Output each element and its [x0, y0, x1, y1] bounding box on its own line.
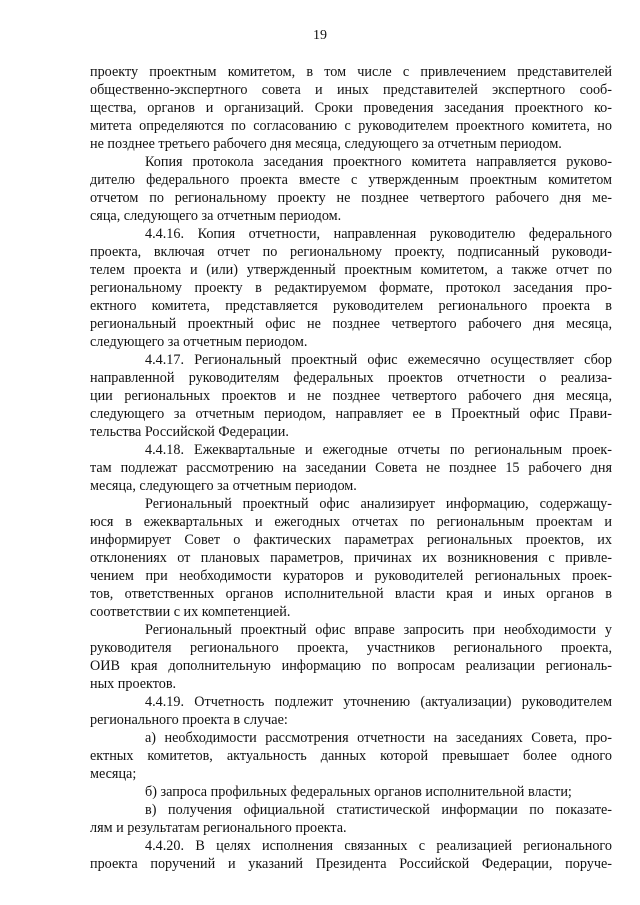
text-line: а) необходимости рассмотрения отчетности на заседаниях Совета, про-: [145, 730, 612, 746]
text-line: 4.4.18. Ежеквартальные и ежегодные отчеты по региональным проек-: [145, 442, 612, 458]
text-line: регионального проекта в случае:: [90, 712, 288, 728]
text-line: ектного комитета, представляется руководителем регионального проекта в: [90, 298, 612, 314]
text-line: тов, ответственных органов исполнительной власти края и иных органов в: [90, 586, 612, 602]
text-line: ектных комитетов, актуальность данных которой превышает более одного: [90, 748, 612, 764]
text-line: 4.4.17. Региональный проектный офис ежемесячно осуществляет сбор: [145, 352, 612, 368]
text-line: ОИВ края дополнительную информацию по вопросам реализации региональ-: [90, 658, 612, 674]
paragraph: [90, 153, 612, 225]
paragraph: [90, 801, 612, 837]
text-line: тельства Российской Федерации.: [90, 424, 289, 440]
text-line: в) получения официальной статистической информации по показате-: [145, 802, 612, 818]
text-line: там подлежат рассмотрению на заседании Совета не позднее 15 рабочего дня: [90, 460, 612, 476]
text-line: общественно-экспертного совета и иных представителей экспертного сооб-: [90, 82, 612, 98]
text-line: дителю федерального проекта вместе с утвержденным проектным комитетом: [90, 172, 612, 188]
text-line: сяца, следующего за отчетным периодом.: [90, 208, 342, 224]
text-line: б) запроса профильных федеральных органов исполнительной власти;: [145, 784, 572, 800]
text-line: юся в ежеквартальных и ежегодных отчетах по региональным проектам и: [90, 514, 612, 530]
text-line: Копия протокола заседания проектного комитета направляется руково-: [145, 154, 612, 170]
text-line: телем проекта и (или) утвержденный проектным комитетом, а также отчет по: [90, 262, 612, 278]
text-line: ных проектов.: [90, 676, 177, 692]
text-line: месяца, следующего за отчетным периодом.: [90, 478, 357, 494]
text-line: месяца;: [90, 766, 137, 782]
text-line: следующего за отчетным периодом.: [90, 334, 308, 350]
text-line: Региональный проектный офис вправе запросить при необходимости у: [145, 622, 612, 638]
paragraph: [90, 783, 612, 801]
page-number: 19: [313, 28, 327, 43]
text-line: отклонениях от плановых параметров, причинах их возникновения с привле-: [90, 550, 612, 566]
text-line: чением при необходимости кураторов и руководителей региональных проек-: [90, 568, 612, 584]
text-line: отчетом по региональному проекту не позднее четвертого рабочего дня ме-: [90, 190, 612, 206]
text-line: руководителя регионального проекта, участников регионального проекта,: [90, 640, 612, 656]
text-line: информирует Совет о фактических параметрах региональных проектов, их: [90, 532, 612, 548]
paragraph: [90, 351, 612, 441]
text-line: ции региональных проектов и не позднее четвертого рабочего дня месяца,: [90, 388, 612, 404]
paragraph: [90, 441, 612, 495]
text-line: следующего за отчетным периодом, направляет ее в Проектный офис Прави-: [90, 406, 612, 422]
paragraph: [90, 837, 612, 873]
text-line: региональный проектный офис не позднее четвертого рабочего дня месяца,: [90, 316, 612, 332]
text-line: региональному проекту в редактируемом формате, протокол заседания про-: [90, 280, 612, 296]
text-line: проекту проектным комитетом, в том числе с привлечением представителей: [90, 64, 612, 80]
text-line: проекта поручений и указаний Президента Российской Федерации, поруче-: [90, 856, 612, 872]
paragraph: [90, 225, 612, 351]
text-line: проекта, включая отчет по региональному проекту, подписанный руководи-: [90, 244, 612, 260]
text-line: направленной руководителям федеральных проектов отчетности о реализа-: [90, 370, 612, 386]
paragraph: [90, 495, 612, 621]
paragraph: [90, 63, 612, 153]
text-line: митета определяются по согласованию с руководителем проектного комитета, но: [90, 118, 612, 134]
text-line: лям и результатам регионального проекта.: [90, 820, 347, 836]
text-line: 4.4.20. В целях исполнения связанных с реализацией регионального: [145, 838, 612, 854]
text-line: 4.4.16. Копия отчетности, направленная руководителю федерального: [145, 226, 612, 242]
text-line: соответствии с их компетенцией.: [90, 604, 291, 620]
paragraph: [90, 693, 612, 729]
paragraph: [90, 729, 612, 783]
document-body: [90, 63, 612, 873]
text-line: не позднее третьего рабочего дня месяца, следующего за отчетным периодом.: [90, 136, 562, 152]
text-line: щества, органов и организаций. Сроки проведения заседания проектного ко-: [90, 100, 612, 116]
text-line: 4.4.19. Отчетность подлежит уточнению (актуализации) руководителем: [145, 694, 612, 710]
paragraph: [90, 621, 612, 693]
text-line: Региональный проектный офис анализирует информацию, содержащу-: [145, 496, 612, 512]
